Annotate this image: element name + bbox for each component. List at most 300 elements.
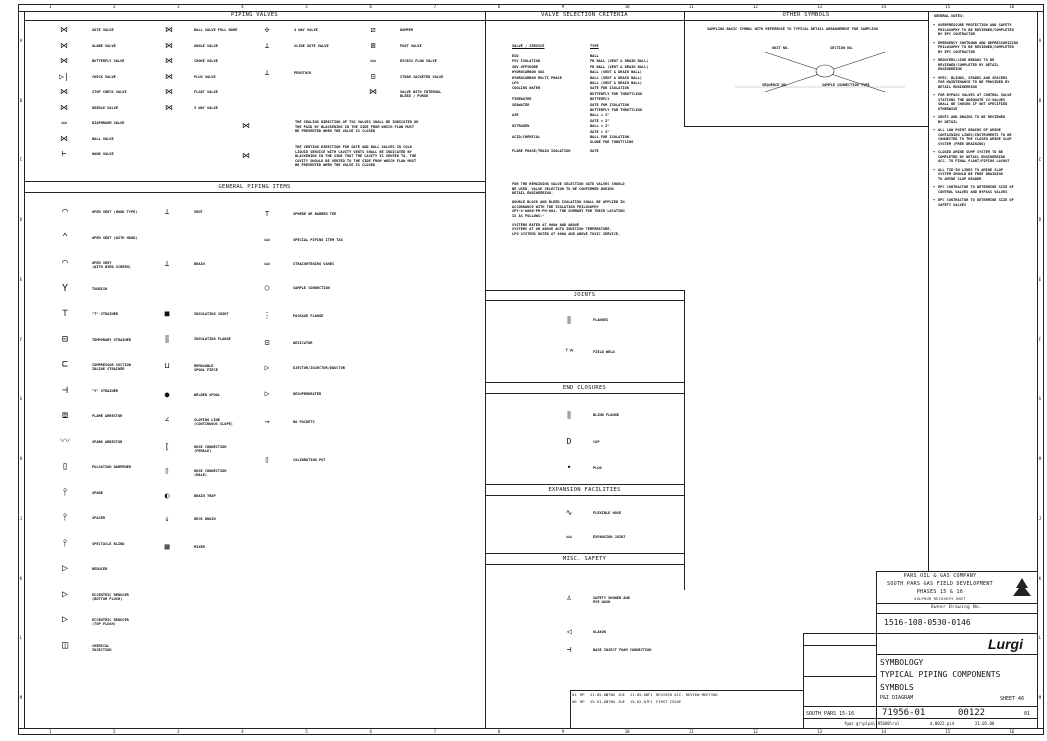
piping-item-icon: ◐: [164, 491, 170, 500]
ruler-col-label: 13: [817, 4, 822, 9]
misc_safety-label: BASE INJECT FOAM CONNECTION: [593, 648, 652, 652]
valve-label: FLOAT VALVE: [194, 90, 218, 94]
divider: [876, 633, 1037, 634]
piping-item-icon: ↓: [164, 514, 170, 523]
valve-note-venting: THE VENTING DIRECTION FOR GATE AND BALL VALVES IN COLD LIQUID SERVICE WITH CAVITY VENTS SHALL BE INDICATED BY BLACKENING IN THE SIDE THAT THE CAVITY IS VENTED TO. THE CAVITY SHOULD BE VENTED TO THE SIDE FROM WHICH FLOW MUST BE PREVENTED WHEN THE VALVE IS CLOSED: [295, 145, 417, 167]
piping-item-icon: ▦: [164, 542, 170, 551]
revision-cell: F1: [648, 692, 653, 697]
general-note: FOR BYPASS VALVES AT CONTROL VALVE STATIONS THE ADEQUATE CV-VALUES SHALL BE CHOSEN IF NOT SPECIFIED OTHERWISE: [938, 93, 1012, 111]
right-ruler: [1037, 11, 1044, 728]
piping-item-label: SPARK ARRESTOR: [92, 439, 123, 444]
end_closures-icon: •: [566, 463, 572, 472]
general-note: ALL TIE-IN LINES TO AMINE SLOP SYSTEM SHOULD BE FREE DRAINING TO AMINE SLOP HEADER: [938, 167, 1003, 181]
ruler-col-label: 12: [753, 4, 758, 9]
ruler-col-label: 13: [817, 729, 822, 734]
valve-icon: ⋈: [165, 71, 173, 81]
piping-item-icon: ⊤: [61, 308, 69, 319]
selection-service: FIREWATER: [512, 97, 532, 102]
valve-icon: ⋈: [60, 25, 68, 34]
valve-label: NEEDLE VALVE: [92, 105, 118, 110]
expansion-label: EXPANSION JOINT: [593, 535, 626, 539]
ruler-row-label: L: [19, 635, 23, 641]
selection-header-type: TYPE: [590, 44, 599, 48]
end_closures-label: PLUG: [593, 466, 602, 470]
selection-type: GATE FOR ISOLATION: [590, 102, 629, 107]
selection-type: BALL (VENT & DRAIN BALL): [590, 75, 642, 80]
selection-service: SEAWATER: [512, 102, 530, 107]
joints-label: FIELD WELD: [593, 350, 615, 354]
selection-service: HYDROCARBON GAS: [512, 70, 545, 75]
piping-item-icon: ⊤: [264, 209, 270, 218]
valve-label: ANGLE VALVE: [194, 43, 218, 48]
ruler-row-label: D: [19, 217, 23, 223]
divider: [485, 290, 684, 291]
divider: [876, 613, 1037, 614]
ruler-col-label: 15: [945, 4, 951, 9]
ruler-col-label: 15: [945, 729, 951, 734]
ruler-col-label: 2: [112, 4, 116, 9]
general-note: EPC CONTRACTOR TO DETERMINE SIZE OF SAFETY VALVES: [938, 198, 1014, 207]
project-unit: SULPHUR RECOVERY UNIT: [914, 597, 966, 601]
revision-cell: RP: [580, 699, 585, 704]
piping-item-icon: ○: [264, 283, 270, 292]
piping-item-icon: ▷: [61, 588, 69, 600]
divider: [684, 11, 685, 126]
selection-type: BALL (VENT & DRAIN BALL): [590, 70, 642, 75]
piping-item-label: SPECIAL PIPING ITEM TAG: [293, 238, 343, 242]
piping-item-icon: ⊥: [164, 207, 170, 216]
ruler-col-label: 4: [241, 729, 244, 734]
misc_safety-label: KLAXON: [593, 630, 606, 634]
selection-type: BALL (VENT & DRAIN BALL): [590, 81, 642, 85]
section-title-general-piping: GENERAL PIPING ITEMS: [218, 184, 291, 190]
piping-item-label: SPECTACLE BLIND: [92, 541, 125, 546]
piping-item-label: DRAIN: [194, 262, 205, 266]
selection-type: GATE FOR ISOLATION: [590, 86, 629, 91]
piping-item-label: OPEN VENT (HOOK TYPE): [92, 210, 138, 214]
ruler-col-label: 14: [881, 729, 887, 734]
selection-type: BUTTERFLY: [590, 97, 610, 102]
piping-item-label: SPHERE OR BARRED TEE: [293, 212, 337, 216]
valve-icon: ▷|: [59, 71, 69, 81]
valve-icon: ▭: [61, 118, 67, 127]
piping-item-label: FLAME ARRESTOR: [92, 414, 123, 418]
valve-label: VALVE WITH INTERNAL BLEED / PURGE: [400, 90, 442, 99]
general-note-bullet: •: [933, 150, 936, 154]
selection-service: AIR: [512, 113, 519, 118]
divider: [24, 181, 485, 182]
piping-item-label: CHEMICAL INJECTION: [92, 643, 112, 652]
selection-service: LPG: [512, 81, 519, 85]
ruler-row-label: K: [1038, 575, 1042, 581]
ruler-col-label: 1: [48, 729, 52, 734]
piping-item-label: TEMPORARY STRAINER: [92, 337, 131, 342]
piping-item-label: EJECTOR/INJECTOR/EDUCTOR: [293, 366, 345, 370]
piping-item-icon: ⌒: [61, 257, 69, 268]
section-title-piping-valves: PIPING VALVES: [231, 12, 278, 18]
drawing-title-1: SYMBOLOGY: [880, 658, 924, 667]
piping-item-icon: ■: [164, 309, 170, 318]
piping-item-label: DESUPERHEATER: [293, 392, 322, 396]
ruler-row-label: C: [1038, 157, 1042, 163]
valve-icon: ⊡: [370, 71, 376, 81]
selection-service: FLARE PHASE/TRAIN ISOLATION: [512, 148, 571, 153]
valve-label: HAND VALVE: [92, 152, 114, 156]
ruler-col-label: 5: [305, 4, 308, 9]
selection-type: BALL < 2": [590, 113, 610, 118]
piping-item-icon: ◫: [61, 639, 69, 651]
project-phases: PHASES 15 & 16: [916, 589, 964, 595]
drawing-title-4: P&I DIAGRAM: [880, 695, 914, 701]
selection-type: BALL FOR ISOLATION: [590, 135, 629, 139]
divider: [485, 300, 684, 301]
piping-item-label: ECCENTRIC REDUCER (BOTTOM FLUSH): [92, 592, 129, 601]
ruler-row-label: G: [19, 396, 23, 402]
location: SOUTH PARS 15-16: [806, 711, 855, 717]
valve-icon: ⊠: [370, 40, 376, 50]
piping-item-label: STRAIGHTENING VANES: [293, 262, 335, 266]
piping-item-label: SLOPING LINE (CONTINUOUS SLOPE): [194, 418, 233, 427]
piping-item-icon: ⧈: [61, 410, 69, 421]
general-note-bullet: •: [933, 115, 936, 119]
valve-label: PLUG VALVE: [194, 74, 216, 79]
valve-icon: ⋈: [165, 25, 173, 34]
company-name: PARS OIL & GAS COMPANY: [903, 573, 977, 579]
divider: [485, 382, 684, 383]
divider: [876, 603, 1037, 604]
ruler-col-label: 3: [177, 729, 180, 734]
selection-service: NITROGEN: [512, 124, 530, 129]
ruler-row-label: K: [19, 575, 23, 581]
valve-label: DIAPHRAGM VALVE: [92, 121, 125, 125]
file-path: fgas gr\plpa\195600\rul: [844, 721, 900, 726]
general-note-bullet: •: [933, 93, 936, 97]
revision-cell: FIRST ISSUE: [656, 699, 682, 704]
ruler-row-label: M: [1038, 695, 1042, 701]
ruler-row-label: A: [19, 37, 23, 43]
valve-label: EXCESS FLOW VALVE: [400, 59, 437, 63]
other-label-sequence-no: SEQUENCE NO.: [762, 83, 788, 87]
owner-drawing-number: 1516-108-0530-0146: [884, 618, 971, 627]
general-note: REDUCERS/LINE BREAKS TO BE REVIEWED/COMPLETED BY DETAIL ENGINEERING: [938, 58, 999, 71]
sheet-number: SHEET 46: [1000, 696, 1025, 702]
end_closures-icon: ‖: [566, 410, 572, 419]
piping-item-icon: →: [264, 417, 270, 426]
selection-type: BUTTERFLY FOR THROTTLING: [590, 91, 642, 96]
divider: [803, 676, 876, 677]
ruler-row-label: L: [1038, 635, 1042, 641]
ruler-row-label: A: [1038, 37, 1042, 43]
general-note-bullet: •: [933, 185, 936, 189]
valve-icon: ⋈: [60, 40, 68, 50]
divider: [928, 11, 929, 571]
selection-type: BALL < 2": [590, 124, 610, 129]
selection-type: BALL: [590, 54, 599, 58]
ruler-col-label: 5: [305, 729, 308, 734]
joints-icon: ᶠʷ: [564, 347, 574, 356]
piping-item-label: INSULATING JOINT: [194, 312, 229, 316]
ruler-row-label: M: [19, 695, 23, 701]
general-note: OVERPRESSURE PROTECTION AND SAFETY PHILOSOPHY TO BE REVIEWED/COMPLETED BY EPC CONTRACTOR: [938, 23, 1014, 36]
general-note-bullet: •: [933, 167, 936, 172]
piping-item-label: DESICATOR: [293, 341, 313, 345]
valve-label: 4 WAY VALVE: [294, 28, 318, 32]
ruler-col-label: 8: [497, 4, 501, 9]
piping-item-icon: ‖: [164, 334, 170, 343]
lurgi-logo: Lurgi: [988, 636, 1023, 652]
piping-item-label: INSULATING FLANGE: [194, 337, 231, 341]
valve-icon: ⋈: [165, 40, 173, 50]
ruler-col-label: 4: [241, 4, 244, 9]
end_closures-label: CAP: [593, 440, 600, 444]
valve-icon: ⋈: [60, 102, 68, 112]
expansion-icon: ∿: [565, 508, 573, 517]
ruler-row-label: E: [1038, 276, 1042, 282]
section-title-other-symbols: OTHER SYMBOLS: [782, 12, 830, 18]
selection-type: BUTTERFLY FOR THROTTLING: [590, 108, 642, 112]
ruler-row-label: J: [19, 515, 23, 521]
selection-service: ACID/CHEMICAL: [512, 135, 541, 139]
section-title-misc-safety: MISC. SAFETY: [562, 556, 607, 562]
divider: [485, 495, 684, 496]
revision-cell: REVISED ACC. REVIEW MEETING: [656, 692, 718, 697]
section-title-joints: JOINTS: [573, 292, 596, 298]
piping-item-icon: ⫯: [62, 537, 68, 549]
divider: [485, 564, 684, 565]
valve-label: FOOT VALVE: [400, 43, 422, 48]
piping-item-label: REMOVABLE SPOOL PIECE: [194, 364, 218, 373]
ruler-col-label: 7: [433, 4, 437, 9]
selection-type: GLOBE FOR THROTTLING: [590, 140, 634, 145]
selection-service: COOLING WATER: [512, 86, 541, 91]
ruler-col-label: 6: [369, 729, 372, 734]
revision-cell: 15.02.07: [630, 699, 649, 704]
piping-item-icon: ⫯: [62, 486, 68, 498]
project-name: SOUTH PARS GAS FIELD DEVELOPMENT: [887, 581, 993, 587]
general-note-bullet: •: [933, 23, 936, 27]
ruler-col-label: 16: [1009, 729, 1015, 734]
drawing-title-2: TYPICAL PIPING COMPONENTS: [880, 670, 1001, 679]
ruler-row-label: F: [1038, 336, 1042, 342]
piping-item-icon: ▷: [61, 563, 69, 574]
piping-item-icon: Y: [61, 282, 69, 294]
piping-item-label: COMPRESSOR SUCTION INLINE STRAINER: [92, 363, 131, 372]
piping-item-icon: ⌃: [61, 231, 69, 243]
piping-item-icon: ▭: [264, 259, 270, 268]
piping-item-icon: 〰: [60, 435, 70, 447]
ruler-col-label: 16: [1009, 4, 1015, 9]
piping-item-label: PULSATION DAMPENER: [92, 465, 131, 469]
expansion-icon: ▭: [566, 532, 572, 541]
valve-note-sealing: THE SEALING DIRECTION OF TSO VALVES SHALL BE INDICATED ON THE P&ID BY BLACKENING IN THE SIDE FROM WHICH FLOW MUST BE PREVENTED WHEN THE VALVE IS CLOSED: [295, 120, 419, 133]
joints-label: FLANGES: [593, 318, 609, 322]
expansion-label: FLEXIBLE HOSE: [593, 511, 622, 515]
section-title-valve-selection: VALVE SELECTION CRITERIA: [541, 12, 628, 18]
selection-header-service: VALVE / SERVICE: [512, 44, 545, 48]
piping-item-label: REDUCER: [92, 567, 108, 571]
ruler-col-label: 9: [561, 729, 565, 734]
piping-item-label: TUNDISH: [92, 286, 108, 291]
revision-cell: F1: [648, 699, 653, 704]
piping-item-icon: ⊟: [61, 333, 69, 345]
piping-item-icon: ▷: [61, 614, 69, 625]
piping-item-label: MIXER: [194, 545, 205, 549]
valve-icon: ⋈: [369, 87, 377, 96]
owner-drawing-label: Owner Drawing No.: [930, 605, 983, 610]
valve-label: BALL VALVE FULL BORE: [194, 28, 238, 32]
ruler-row-label: H: [1038, 456, 1042, 462]
piping-item-icon: ⊥: [164, 259, 170, 268]
valve-label: CHECK VALVE: [92, 74, 116, 79]
piping-item-icon: ⊏: [61, 359, 69, 370]
revision-cell: 21.05.08: [590, 692, 609, 697]
valve-label: BALL VALVE: [92, 136, 114, 141]
piping-item-label: "Y" STRAINER: [92, 388, 118, 393]
piping-item-icon: ▷: [264, 363, 270, 372]
selection-type: FB BALL (VENT & DRAIN BALL): [590, 59, 649, 64]
selection-service: PSV ISOLATION: [512, 59, 541, 64]
revision-cell: JUE: [618, 699, 625, 704]
valve-icon: ⋈: [60, 133, 68, 143]
valve-icon: ⊥: [264, 68, 270, 77]
job-number: 71956-01: [882, 708, 926, 718]
divider: [684, 290, 685, 590]
divider: [485, 393, 684, 394]
piping-item-icon: ▷: [264, 389, 270, 398]
general-note: VENTS AND DRAINS TO BE REVIEWED BY DETAIL: [938, 115, 1006, 124]
divider: [485, 20, 928, 21]
misc_safety-icon: ♙: [566, 593, 572, 602]
ruler-col-label: 11: [688, 729, 694, 734]
general-note: EPC CONTRACTOR TO DETERMINE SIZE OF CONTROL VALVES AND BYPASS VALVES: [938, 185, 1014, 194]
general-note-bullet: •: [933, 198, 936, 202]
valve-label: 3 WAY VALVE: [194, 105, 218, 110]
selection-service: SDV OFFSHORE: [512, 64, 538, 69]
piping-item-icon: ▯: [61, 461, 69, 472]
divider: [24, 192, 485, 193]
valve-icon: ⋈: [165, 102, 173, 112]
ruler-row-label: B: [19, 97, 23, 103]
divider: [485, 553, 684, 554]
general-note: SPEC. BLINDS, SPADES AND SPACERS FOR MAINTENANCE TO BE PROVIDED BY DETAIL ENGINEERING: [938, 75, 1010, 89]
ruler-row-label: B: [1038, 97, 1042, 103]
ruler-row-label: C: [19, 157, 23, 163]
valve-icon: ⊢: [61, 149, 67, 158]
valve-icon: ⋈: [60, 87, 68, 96]
piping-item-label: "T" STRAINER: [92, 312, 118, 316]
ruler-col-label: 8: [497, 729, 501, 734]
piping-item-icon: ●: [164, 390, 170, 399]
ruler-row-label: H: [19, 456, 23, 462]
general-note-bullet: •: [933, 75, 936, 80]
ruler-row-label: F: [19, 336, 23, 342]
piping-item-icon: ⊡: [264, 338, 270, 347]
piping-item-label: CALIBRATION POT: [293, 458, 326, 462]
piping-item-label: DECK DRAIN: [194, 517, 216, 521]
ruler-col-label: 10: [624, 4, 630, 9]
valve-label: SLIDE GATE VALVE: [294, 43, 329, 48]
piping-item-label: HOSE CONNECTION (MALE): [194, 469, 227, 478]
piping-item-label: SPADE: [92, 490, 103, 495]
other-symbols-text: SAMPLING BASIC SYMBOL WITH REFERENCE TO TYPICAL DETAIL ARRANGEMENT FOR SAMPLING: [707, 27, 878, 31]
ruler-row-label: J: [1038, 515, 1042, 521]
piping-item-icon: ▯: [264, 455, 270, 464]
piping-item-icon: ∠: [164, 415, 170, 424]
piping-item-label: NO POCKETS: [293, 420, 315, 424]
revision-cell: 21.05.08: [630, 692, 649, 697]
ruler-col-label: 14: [881, 4, 887, 9]
piping-item-label: VENT: [194, 210, 203, 214]
valve-icon: ⊥: [264, 40, 270, 50]
revision-cell: 01: [572, 692, 577, 697]
revision-cell: STNS: [606, 699, 616, 704]
general-note-bullet: •: [933, 58, 936, 62]
revision-cell: 25.01.07: [590, 699, 609, 704]
left-ruler: [18, 11, 25, 728]
piping-item-label: OPEN VENT (WITH BIRD SCREEN): [92, 261, 131, 270]
divider: [24, 20, 485, 21]
piping-item-label: OPEN VENT (WITH HOOD): [92, 235, 138, 240]
divider: [485, 11, 486, 728]
ruler-col-label: 3: [177, 4, 180, 9]
piping-item-label: PACKAGE FLANGE: [293, 314, 324, 318]
selection-type: GATE > 2": [590, 129, 610, 134]
piping-item-icon: ▭: [264, 235, 270, 244]
joints-icon: ‖: [566, 315, 572, 324]
ruler-col-label: 1: [48, 4, 52, 9]
valve-label: STEAM JACKETED VALVE: [400, 74, 444, 79]
sampling-symbol: [735, 42, 905, 102]
valve-icon: ⋈: [165, 56, 173, 65]
ruler-col-label: 12: [753, 729, 758, 734]
selection-service: ESD: [512, 54, 519, 58]
drawing-title-3: SYMBOLS: [880, 683, 914, 692]
ruler-col-label: 6: [369, 4, 372, 9]
revision-cell: 00: [572, 699, 577, 704]
document-number: 00122: [958, 708, 986, 718]
valve-label: CHOKE VALVE: [194, 59, 218, 63]
selection-service: HYDROCARBON MULTI PHASE: [512, 75, 562, 80]
client-logo: [1009, 576, 1035, 600]
piping-item-label: WELDED SPOOL: [194, 393, 220, 397]
tso-valve-icon: ⋈: [242, 121, 250, 130]
ruler-col-label: 2: [112, 729, 116, 734]
end_closures-label: BLIND FLANGE: [593, 413, 619, 417]
piping-item-icon: [: [164, 442, 170, 451]
valve-icon: ▭: [370, 56, 376, 65]
misc_safety-icon: ◁: [566, 627, 572, 636]
piping-item-icon: ⊔: [164, 361, 170, 370]
other-label-connection-type: SAMPLE CONNECTION TYPE: [822, 83, 870, 87]
revision-cell: RP: [580, 692, 585, 697]
plot-date: 21.05.08: [975, 721, 995, 726]
section-title-general-notes: GENERAL NOTES:: [934, 14, 965, 18]
piping-item-icon: ⊣: [61, 384, 69, 396]
valve-selection-notes: FOR THE REMAINING VALVE SELECTION GATE VALVES SHOULD BE USED. VALVE SELECTION TO BE CONFIRMED DURING DETAIL ENGINEERING. DOUBLE BLOCK AND BLEED ISOLATION SHALL BE APPLIED IN ACCORDANCE WITH THE ISOLATION PHILOSOPHY SPY-X-0000-PR-PH-001. THE SUMMARY FOR THEIR LOCATION IS AS FOLLOWS:- SYSTEMS RATED AT 900# AND ABOVE SYSTEMS AT OR ABOVE AUTO IGNITION TEMPERATURE. LPG SYSTEMS RATED AT 600# AND ABOVE TOXIC SERVICE.: [512, 182, 625, 236]
section-title-expansion: EXPANSION FACILITIES: [548, 487, 621, 493]
divider: [803, 645, 876, 646]
revision-cell: STNS: [606, 692, 616, 697]
piping-item-label: DRAIN TRAP: [194, 494, 216, 498]
piping-item-icon: ▯: [164, 466, 170, 475]
piping-item-icon: ⫯: [62, 512, 68, 523]
valve-label: GLOBE VALVE: [92, 43, 116, 48]
general-note: CLOSED AMINE SUMP SYSTEM TO BE COMPLETED BY DETAIL ENGINEERING ACC. TO FINAL PLANT/PIPING LAYOUT: [938, 150, 1010, 163]
piping-item-icon: ⋮: [263, 311, 271, 320]
section-title-end-closures: END CLOSURES: [562, 385, 607, 391]
ruler-col-label: 10: [624, 729, 630, 734]
valve-label: BUTTERFLY VALVE: [92, 59, 125, 63]
